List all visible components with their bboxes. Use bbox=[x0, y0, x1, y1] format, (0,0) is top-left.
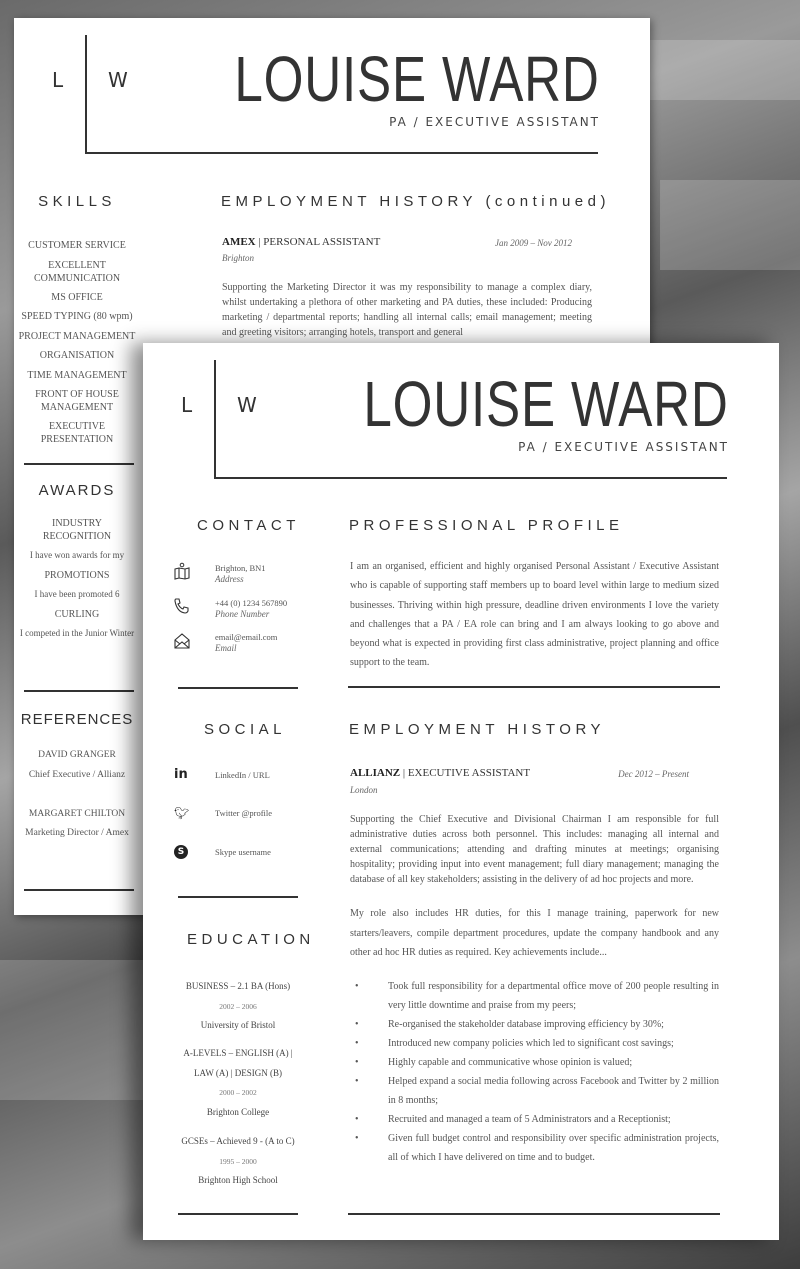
degree: BUSINESS – 2.1 BA (Hons) bbox=[185, 981, 291, 991]
job-dates: Dec 2012 – Present bbox=[618, 769, 689, 779]
job-description: Supporting the Marketing Director it was my responsibility to manage a complex diary, whilst undertaking a plethora of other marketing and PA duties, these included: Producing marketing / departmental reports; handling all internal calls; email management; meeting and greeting visitors; arranging hotels, transport and general bbox=[222, 282, 592, 338]
contact-email bbox=[215, 632, 277, 654]
divider bbox=[24, 889, 134, 891]
references-heading: REFERENCES bbox=[20, 711, 134, 728]
school: Brighton High School bbox=[198, 1175, 278, 1185]
award-title: PROMOTIONS bbox=[44, 569, 110, 581]
achievement-item: • Helped expand a social media following across Facebook and Twitter by 2 million in 8 months; bbox=[350, 1072, 719, 1110]
education-entry bbox=[163, 977, 313, 1036]
job-location: Brighton bbox=[222, 253, 255, 263]
skill-item: CUSTOMER SERVICE bbox=[28, 240, 126, 251]
skype-icon: S bbox=[174, 845, 188, 859]
profile-text: I am an organised, efficient and highly organised Personal Assistant / Executive Assistant who is capable of supporting staff members up to board level within large to medium sized businesses. Thriving within high pressure, deadline driven environments I love the variety and challenges that a PA / EA role can bring and I am always looking to go above and beyond what is expected in providing first class administrative, project planning and office support to the team. bbox=[350, 561, 719, 669]
achievement-item: • Highly capable and communicative whose opinion is valued; bbox=[350, 1053, 719, 1072]
reference-role: Chief Executive / Allianz bbox=[28, 769, 126, 780]
initial-last: W bbox=[108, 68, 128, 92]
twitter-link[interactable]: Twitter @profile bbox=[215, 808, 273, 818]
award-text: I competed in the Junior Winter bbox=[19, 628, 135, 638]
divider bbox=[348, 1213, 720, 1215]
achievement-item: • Re-organised the stakeholder database improving efficiency by 30%; bbox=[350, 1015, 719, 1034]
years: 1995 – 2000 bbox=[219, 1156, 257, 1166]
awards-list bbox=[18, 514, 136, 644]
skill-item: MS OFFICE bbox=[51, 291, 103, 303]
header-horizontal-line bbox=[85, 152, 598, 154]
contact-heading: CONTACT bbox=[197, 517, 300, 534]
achievement-item: • Recruited and managed a team of 5 Administrators and a Receptionist; bbox=[350, 1110, 719, 1129]
achievement-item: • Took full responsibility for a departmental office move of 200 people resulting in very little downtime and praise from my peers; bbox=[350, 977, 719, 1015]
job-description: Supporting the Chief Executive and Divisional Chairman I am responsible for full administrative duties across both personnel. This includes: managing all internal and external communications; attending and drafting minutes at meetings; organising hospitality; providing input into event management; full diary management; managing the database of all key stakeholders; assisting in the delivery of ad hoc projects and more. bbox=[350, 814, 719, 885]
name-title: LOUISE WARD bbox=[363, 368, 729, 440]
years: 2002 – 2006 bbox=[219, 1001, 257, 1011]
degree: GCSEs – Achieved 9 - (A to C) bbox=[181, 1136, 295, 1146]
reference-name: MARGARET CHILTON bbox=[28, 808, 126, 819]
spacer bbox=[18, 785, 136, 805]
awards-heading: AWARDS bbox=[38, 482, 116, 499]
initial-first: L bbox=[181, 393, 193, 417]
email-label: Email bbox=[215, 643, 237, 653]
name-title: LOUISE WARD bbox=[234, 43, 600, 115]
header-horizontal-line bbox=[214, 477, 727, 479]
skills-list bbox=[18, 236, 136, 449]
skill-item: ORGANISATION bbox=[39, 350, 115, 361]
skills-heading: SKILLS bbox=[38, 193, 116, 210]
job-entry bbox=[222, 236, 592, 340]
contact-address bbox=[215, 563, 266, 585]
divider bbox=[178, 1213, 298, 1215]
resume-page-front bbox=[143, 343, 779, 1240]
initial-last: W bbox=[237, 393, 257, 417]
years: 2000 – 2002 bbox=[219, 1088, 257, 1097]
reference-role: Marketing Director / Amex bbox=[25, 828, 129, 838]
divider bbox=[178, 687, 298, 689]
job-entry bbox=[350, 767, 719, 1167]
profile-heading: PROFESSIONAL PROFILE bbox=[349, 517, 624, 534]
company: ALLIANZ bbox=[350, 767, 401, 779]
employment-heading: EMPLOYMENT HISTORY bbox=[349, 721, 606, 738]
achievements-list bbox=[350, 977, 719, 1167]
award-title: CURLING bbox=[54, 608, 100, 620]
initial-first: L bbox=[52, 68, 64, 92]
award-text: I have won awards for my bbox=[29, 550, 125, 560]
degree: A-LEVELS – ENGLISH (A) | LAW (A) | DESIGN (B) bbox=[183, 1048, 293, 1078]
education-entry bbox=[163, 1132, 313, 1191]
header-vertical-line bbox=[85, 35, 87, 154]
divider bbox=[348, 686, 720, 688]
job-description-hr: My role also includes HR duties, for this I manage training, paperwork for new starters/leavers, compile department procedures, update the company handbook and any other ad hoc HR duties as required. Key achievements include... bbox=[350, 908, 719, 958]
education-entry bbox=[163, 1044, 313, 1122]
twitter-icon: 🐦︎ bbox=[174, 806, 190, 820]
divider bbox=[178, 896, 298, 898]
divider bbox=[24, 690, 134, 692]
school: Brighton College bbox=[206, 1106, 270, 1117]
phone-icon bbox=[173, 597, 191, 615]
divider bbox=[24, 463, 134, 465]
skill-item: FRONT OF HOUSE MANAGEMENT bbox=[35, 389, 119, 413]
header-vertical-line bbox=[214, 360, 216, 479]
skill-item: PROJECT MANAGEMENT bbox=[18, 330, 136, 342]
education-heading: EDUCATION bbox=[187, 931, 315, 948]
achievement-item: • Given full budget control and responsibility over specific administration projects, all of which I have delivered on time and to budget. bbox=[350, 1129, 719, 1167]
job-title: | EXECUTIVE ASSISTANT bbox=[400, 767, 531, 779]
linkedin-icon: in bbox=[174, 767, 188, 782]
school: University of Bristol bbox=[200, 1020, 276, 1030]
linkedin-link[interactable]: LinkedIn / URL bbox=[215, 770, 270, 780]
map-icon bbox=[173, 562, 191, 580]
skype-link[interactable]: Skype username bbox=[215, 847, 271, 857]
phone-label: Phone Number bbox=[215, 609, 270, 619]
company: AMEX bbox=[222, 236, 256, 248]
role-subtitle: PA / EXECUTIVE ASSISTANT bbox=[389, 115, 600, 129]
references-list bbox=[18, 746, 136, 844]
award-title: INDUSTRY RECOGNITION bbox=[42, 518, 112, 542]
phone-value: +44 (0) 1234 567890 bbox=[215, 598, 288, 608]
award-text: I have been promoted 6 bbox=[34, 589, 120, 599]
job-dates: Jan 2009 – Nov 2012 bbox=[495, 238, 572, 248]
skill-item: SPEED TYPING (80 wpm) bbox=[21, 311, 133, 322]
contact-phone bbox=[215, 598, 287, 620]
job-title: | PERSONAL ASSISTANT bbox=[255, 236, 381, 248]
job-location: London bbox=[350, 785, 378, 795]
address-value: Brighton, BN1 bbox=[215, 563, 266, 573]
skill-item: EXECUTIVE PRESENTATION bbox=[40, 421, 114, 445]
address-label: Address bbox=[215, 574, 244, 584]
skill-item: EXCELLENT COMMUNICATION bbox=[33, 259, 121, 284]
achievement-item: • Introduced new company policies which led to significant cost savings; bbox=[350, 1034, 719, 1053]
envelope-icon bbox=[173, 632, 191, 650]
social-heading: SOCIAL bbox=[204, 721, 287, 738]
employment-heading-continued: EMPLOYMENT HISTORY (continued) bbox=[221, 193, 610, 210]
role-subtitle: PA / EXECUTIVE ASSISTANT bbox=[518, 440, 729, 454]
reference-name: DAVID GRANGER bbox=[38, 750, 116, 760]
skill-item: TIME MANAGEMENT bbox=[27, 369, 127, 381]
email-value[interactable]: email@email.com bbox=[215, 632, 278, 642]
